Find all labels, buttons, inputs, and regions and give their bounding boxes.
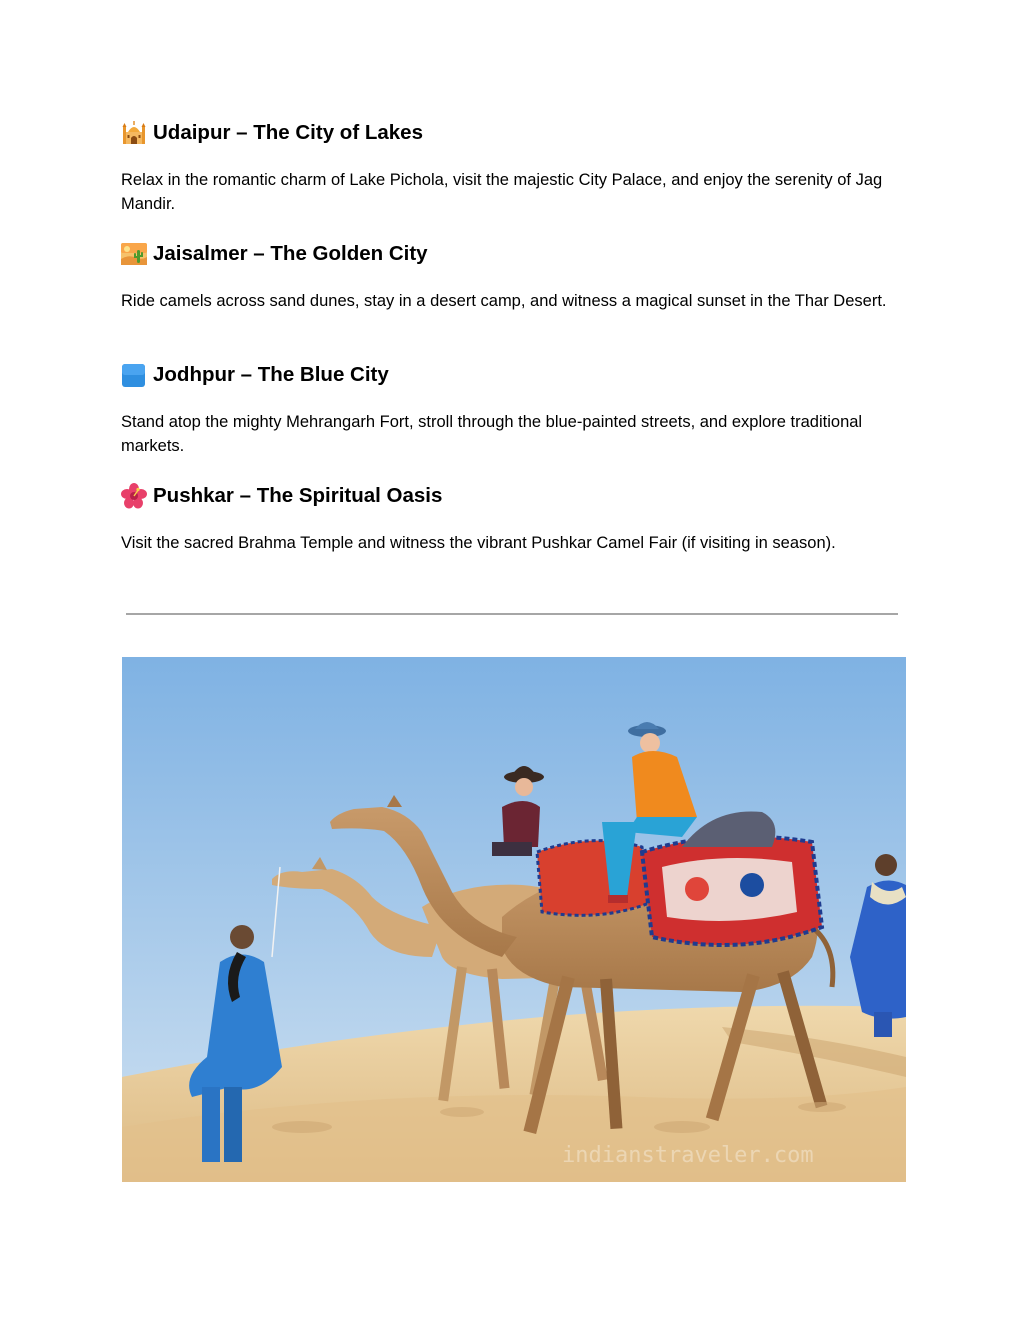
camel-ride-photo xyxy=(122,657,906,1182)
section-title: Jaisalmer – The Golden City xyxy=(153,242,428,265)
section-heading xyxy=(121,481,891,511)
section-heading xyxy=(121,360,891,390)
horizontal-divider xyxy=(126,613,898,615)
section-heading xyxy=(121,239,891,269)
section-title: Pushkar – The Spiritual Oasis xyxy=(153,484,443,507)
photo-watermark: indianstraveler.com xyxy=(562,1143,814,1168)
section-body: Visit the sacred Brahma Temple and witness the vibrant Pushkar Camel Fair (if visiting in season). xyxy=(121,534,836,552)
section-body: Relax in the romantic charm of Lake Pichola, visit the majestic City Palace, and enjoy the serenity of Jag Mandir. xyxy=(121,171,883,213)
mosque-icon xyxy=(121,120,147,146)
section-jodhpur xyxy=(121,360,891,458)
section-heading xyxy=(121,118,891,148)
desert-icon xyxy=(121,241,147,267)
section-title: Jodhpur – The Blue City xyxy=(153,363,389,386)
section-udaipur xyxy=(121,118,891,216)
hibiscus-icon xyxy=(121,483,147,509)
section-body: Stand atop the mighty Mehrangarh Fort, stroll through the blue-painted streets, and explore traditional markets. xyxy=(121,413,863,455)
blue-square-icon xyxy=(121,362,147,388)
section-title: Udaipur – The City of Lakes xyxy=(153,121,423,144)
section-pushkar xyxy=(121,481,891,555)
section-jaisalmer xyxy=(121,239,891,313)
section-body: Ride camels across sand dunes, stay in a desert camp, and witness a magical sunset in the Thar Desert. xyxy=(121,292,887,310)
